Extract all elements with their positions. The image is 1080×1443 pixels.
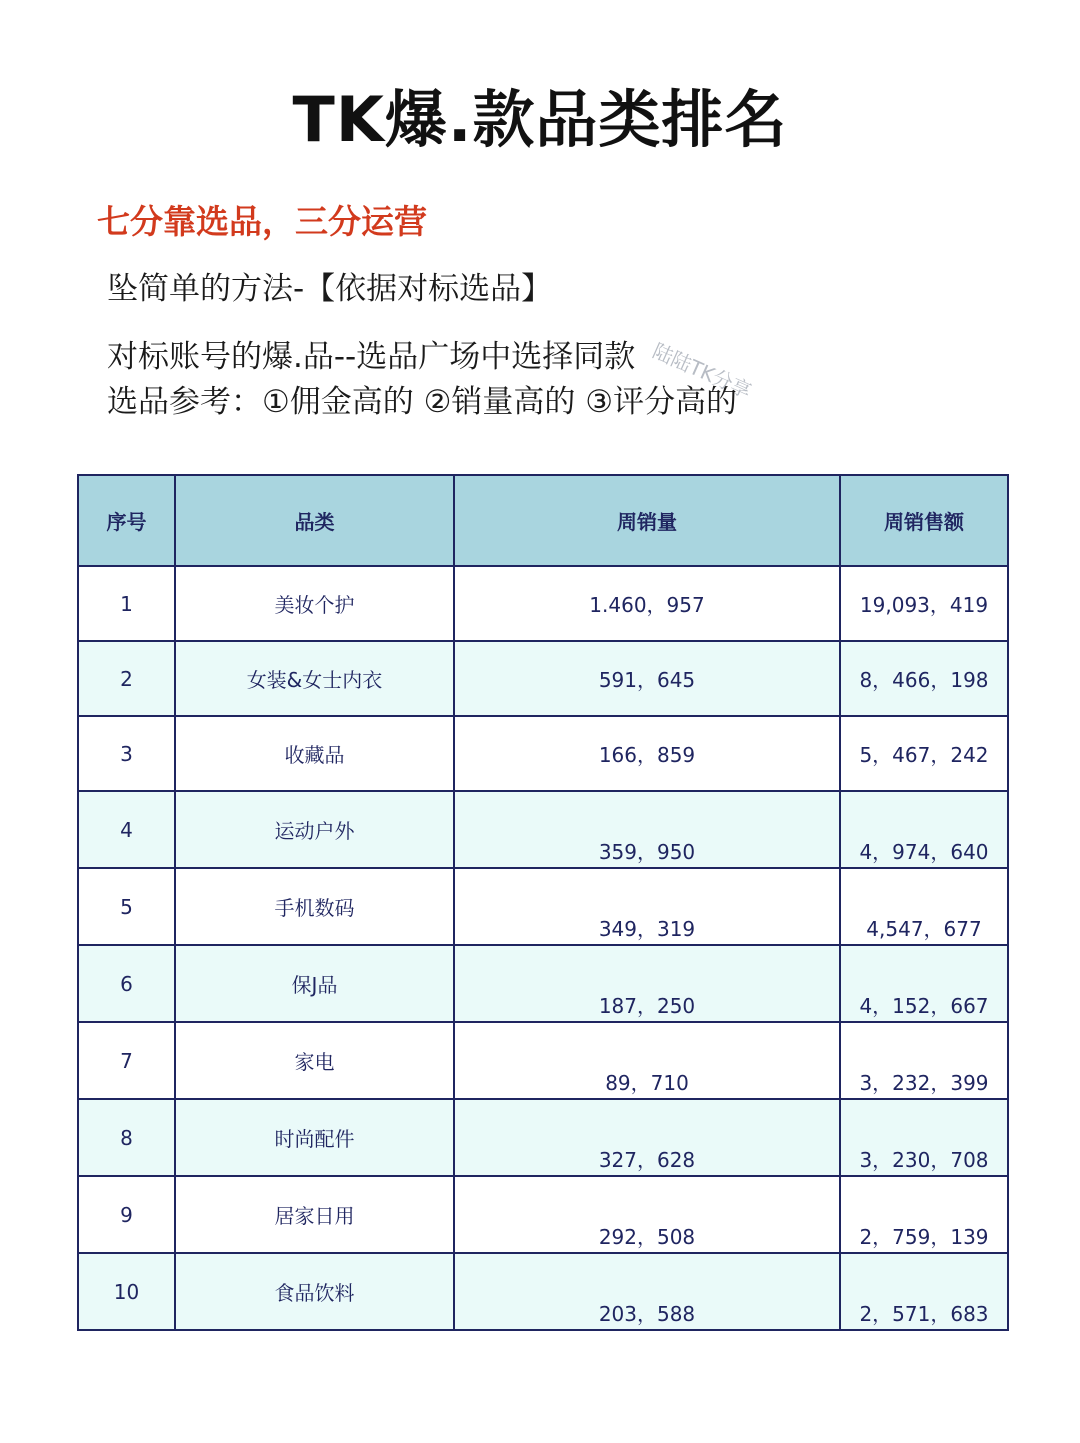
category-cell: 收藏品 [175,716,454,791]
weekly-revenue-cell: 2，571，683 [840,1253,1008,1330]
table-row [78,1253,1008,1330]
weekly-sales-cell: 89，710 [454,1022,840,1099]
category-cell: 手机数码 [175,868,454,945]
weekly-sales-cell: 292，508 [454,1176,840,1253]
table-row [78,566,1008,641]
weekly-revenue-cell: 19,093，419 [840,566,1008,641]
page-title: TK爆.款品类排名 [292,83,788,156]
header-weekly-revenue: 周销售额 [840,475,1008,566]
table-row [78,868,1008,945]
category-cell: 家电 [175,1022,454,1099]
weekly-sales-cell: 327，628 [454,1099,840,1176]
rank-cell: 6 [78,945,175,1022]
rank-cell: 5 [78,868,175,945]
rank-cell: 7 [78,1022,175,1099]
table-row [78,641,1008,716]
table-header-row [78,475,1008,566]
weekly-sales-cell: 1.460，957 [454,566,840,641]
table-row [78,1099,1008,1176]
method-line: 坠简单的方法-【依据对标选品】 [107,271,553,307]
weekly-revenue-cell: 8，466，198 [840,641,1008,716]
category-cell: 时尚配件 [175,1099,454,1176]
header-rank: 序号 [78,475,175,566]
weekly-revenue-cell: 3，232，399 [840,1022,1008,1099]
weekly-sales-cell: 359，950 [454,791,840,868]
header-weekly-sales: 周销量 [454,475,840,566]
rank-cell: 1 [78,566,175,641]
rank-cell: 10 [78,1253,175,1330]
subtitle: 七分靠选品，三分运营 [97,202,427,241]
weekly-revenue-cell: 5，467，242 [840,716,1008,791]
weekly-revenue-cell: 3，230，708 [840,1099,1008,1176]
table-row [78,1022,1008,1099]
category-cell: 居家日用 [175,1176,454,1253]
weekly-sales-cell: 591，645 [454,641,840,716]
weekly-sales-cell: 166，859 [454,716,840,791]
weekly-sales-cell: 187，250 [454,945,840,1022]
category-cell: 运动户外 [175,791,454,868]
table-row [78,716,1008,791]
category-cell: 美妆个护 [175,566,454,641]
rank-cell: 4 [78,791,175,868]
category-cell: 保J品 [175,945,454,1022]
weekly-revenue-cell: 2，759，139 [840,1176,1008,1253]
rank-cell: 2 [78,641,175,716]
weekly-revenue-cell: 4,547，677 [840,868,1008,945]
weekly-revenue-cell: 4，152，667 [840,945,1008,1022]
watermark: 陆陆TK分享 [649,338,756,404]
source-line: 对标账号的爆.品--选品广场中选择同款 [107,339,636,375]
rank-cell: 9 [78,1176,175,1253]
rank-cell: 3 [78,716,175,791]
category-ranking-table [77,474,1009,1331]
weekly-sales-cell: 203，588 [454,1253,840,1330]
weekly-revenue-cell: 4，974，640 [840,791,1008,868]
category-cell: 食品饮料 [175,1253,454,1330]
table-row [78,945,1008,1022]
table-row [78,791,1008,868]
category-cell: 女装&女士内衣 [175,641,454,716]
weekly-sales-cell: 349，319 [454,868,840,945]
reference-line: 选品参考：①佣金高的 ②销量高的 ③评分高的 [107,384,738,420]
header-category: 品类 [175,475,454,566]
table-row [78,1176,1008,1253]
rank-cell: 8 [78,1099,175,1176]
